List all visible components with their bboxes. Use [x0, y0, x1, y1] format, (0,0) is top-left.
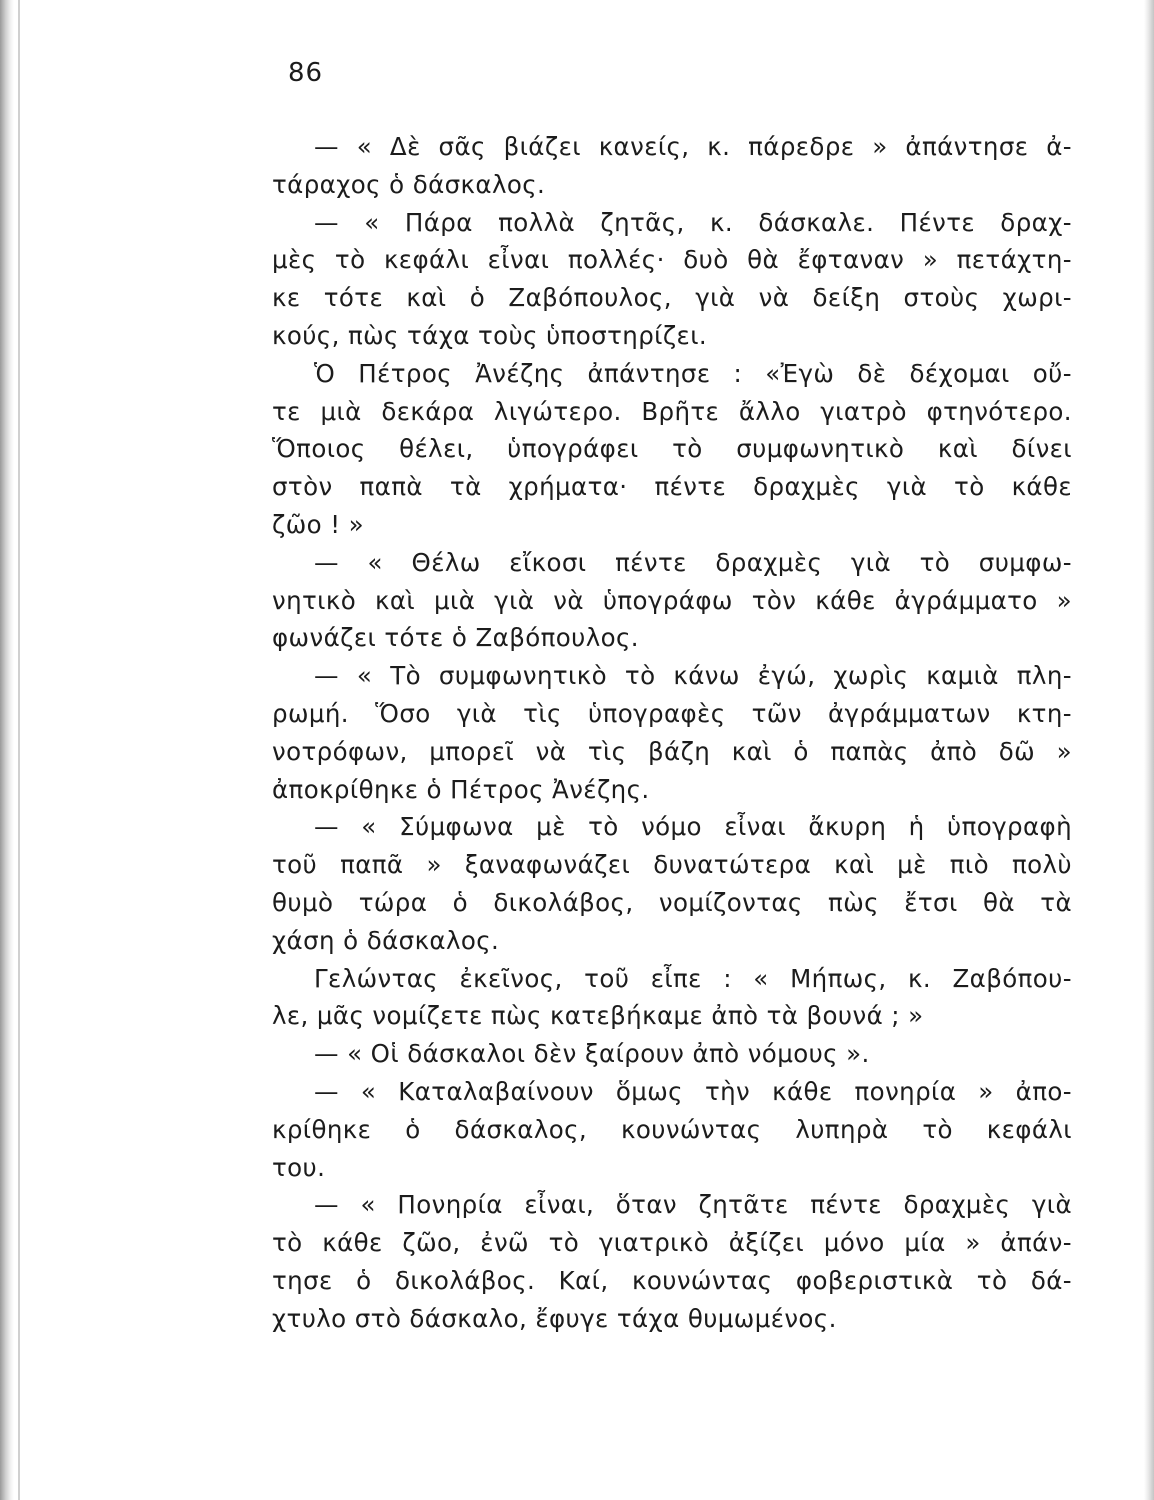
- text-line: — « Καταλαβαίνουν ὅμως τὴν κάθε πονηρία » ἀπο-: [314, 1076, 1072, 1106]
- text-line: Ὅποιος θέλει, ὑπογράφει τὸ συμφωνητικὸ καὶ δίνει: [272, 434, 1072, 464]
- text-line: τε μιὰ δεκάρα λιγώτερο. Βρῆτε ἄλλο γιατρὸ φτηνότερο.: [272, 396, 1072, 426]
- page-binding-shadow: [0, 0, 14, 1500]
- body-text: [272, 128, 1072, 1338]
- text-line: τοῦ παπᾶ » ξαναφωνάζει δυνατώτερα καὶ μὲ πιὸ πολὺ: [272, 850, 1072, 880]
- text-line: — « Θέλω εἴκοσι πέντε δραχμὲς γιὰ τὸ συμφω-: [314, 547, 1072, 577]
- page-right-edge: [1144, 0, 1154, 1500]
- text-line: — « Τὸ συμφωνητικὸ τὸ κάνω ἐγώ, χωρὶς καμιὰ πλη-: [314, 661, 1072, 691]
- text-line: λε, μᾶς νομίζετε πὼς κατεβήκαμε ἀπὸ τὰ βουνά ; »: [272, 1001, 924, 1031]
- text-line: ἀποκρίθηκε ὁ Πέτρος Ἀνέζης.: [272, 774, 650, 804]
- text-line: φωνάζει τότε ὁ Ζαβόπουλος.: [272, 623, 639, 653]
- text-line: του.: [272, 1152, 326, 1182]
- text-line: Γελώντας ἐκεῖνος, τοῦ εἶπε : « Μήπως, κ. Ζαβόπου-: [314, 963, 1072, 993]
- text-line: — « Δὲ σᾶς βιάζει κανείς, κ. πάρεδρε » ἀπάντησε ἀ-: [314, 132, 1072, 161]
- text-line: νητικὸ καὶ μιὰ γιὰ νὰ ὑπογράφω τὸν κάθε ἀγράμματο »: [272, 585, 1072, 615]
- text-line: στὸν παπὰ τὰ χρήματα· πέντε δραχμὲς γιὰ τὸ κάθε: [272, 472, 1072, 502]
- text-line: νοτρόφων, μπορεῖ νὰ τὶς βάζη καὶ ὁ παπὰς ἀπὸ δῶ »: [272, 736, 1072, 766]
- text-line: χάση ὁ δάσκαλος.: [272, 925, 500, 955]
- text-line: ζῶο ! »: [272, 509, 365, 539]
- text-line: κρίθηκε ὁ δάσκαλος, κουνώντας λυπηρὰ τὸ κεφάλι: [272, 1114, 1072, 1144]
- text-line: κούς, πὼς τάχα τοὺς ὑποστηρίζει.: [272, 320, 708, 350]
- text-line: θυμὸ τώρα ὁ δικολάβος, νομίζοντας πὼς ἔτσι θὰ τὰ: [272, 887, 1072, 917]
- text-line: τησε ὁ δικολάβος. Καί, κουνώντας φοβεριστικὰ τὸ δά-: [272, 1265, 1072, 1295]
- text-line: Ὁ Πέτρος Ἀνέζης ἀπάντησε : «Ἐγὼ δὲ δέχομαι οὔ-: [314, 358, 1072, 388]
- text-line: κε τότε καὶ ὁ Ζαβόπουλος, γιὰ νὰ δείξη στοὺς χωρι-: [272, 283, 1072, 313]
- text-line: τὸ κάθε ζῶο, ἐνῶ τὸ γιατρικὸ ἀξίζει μόνο μία » ἀπάν-: [272, 1228, 1072, 1258]
- text-line: — « Πάρα πολλὰ ζητᾶς, κ. δάσκαλε. Πέντε δραχ-: [314, 207, 1072, 237]
- text-line: ρωμή. Ὅσο γιὰ τὶς ὑπογραφὲς τῶν ἀγράμματων κτη-: [272, 698, 1072, 728]
- text-line: τάραχος ὁ δάσκαλος.: [272, 169, 546, 199]
- text-line: μὲς τὸ κεφάλι εἶναι πολλές· δυὸ θὰ ἔφταναν » πετάχτη-: [272, 245, 1072, 275]
- page-binding-line: [18, 0, 20, 1500]
- text-line: — « Σύμφωνα μὲ τὸ νόμο εἶναι ἄκυρη ἡ ὑπογραφὴ: [314, 812, 1072, 842]
- text-line: χτυλο στὸ δάσκαλο, ἔφυγε τάχα θυμωμένος.: [272, 1303, 837, 1333]
- text-line: — « Οἱ δάσκαλοι δὲν ξαίρουν ἀπὸ νόμους ».: [314, 1039, 870, 1069]
- text-line: — « Πονηρία εἶναι, ὅταν ζητᾶτε πέντε δραχμὲς γιὰ: [314, 1190, 1072, 1220]
- page-number: 86: [288, 58, 324, 88]
